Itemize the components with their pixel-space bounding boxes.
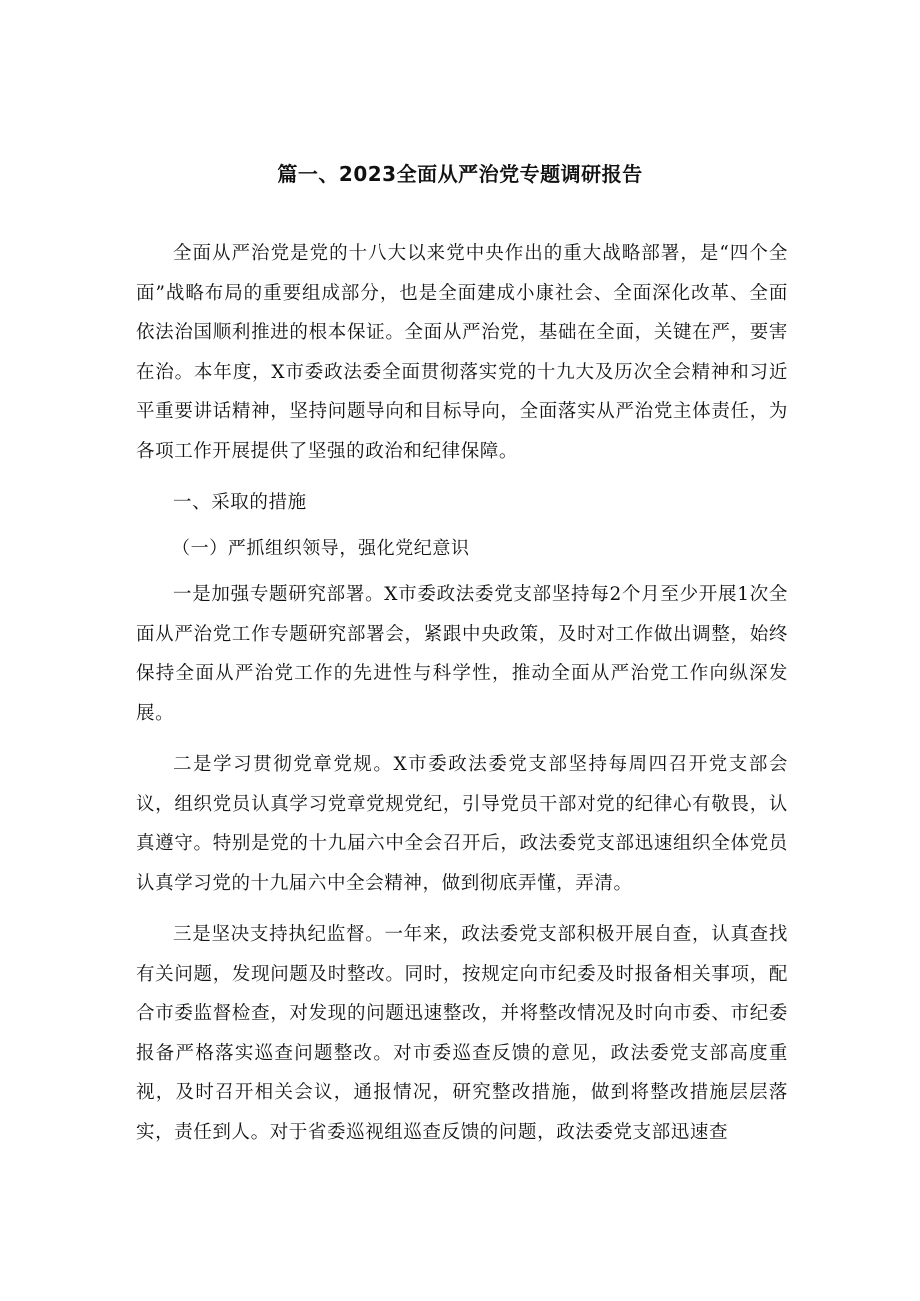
subsection-heading-organization: （一）严抓组织领导，强化党纪意识 (172, 538, 470, 559)
section-heading-measures: 一、采取的措施 (173, 492, 307, 513)
paragraph-study-party-rules: 二是学习贯彻党章党规。X市委政法委党支部坚持每周四召开党支部会议，组织党员认真学习党章党规党纪，引导党员干部对党的纪律心有敬畏，认真遵守。特别是党的十九届六中全会召开后，政法委党支部迅速组织全体党员认真学习党的十九届六中全会精神，做到彻底弄懂，弄清。 (136, 754, 788, 894)
document-body (136, 234, 788, 1152)
paragraph-support-supervision: 三是坚决支持执纪监督。一年来，政法委党支部积极开展自查，认真查找有关问题，发现问题及时整改。同时，按规定向市纪委及时报备相关事项，配合市委监督检查，对发现的问题迅速整改，并将整改情况及时向市委、市纪委报备严格落实巡查问题整改。对市委巡查反馈的意见，政法委党支部高度重视，及时召开相关会议，通报情况，研究整改措施，做到将整改措施层层落实，责任到人。对于省委巡视组巡查反馈的问题，政法委党支部迅速查 (136, 924, 788, 1143)
paragraph-research-deployment: 一是加强专题研究部署。X市委政法委党支部坚持每2个月至少开展1次全面从严治党工作专题研究部署会，紧跟中央政策，及时对工作做出调整，始终保持全面从严治党工作的先进性与科学性，推动全面从严治党工作向纵深发展。 (136, 584, 788, 724)
intro-paragraph: 全面从严治党是党的十八大以来党中央作出的重大战略部署，是“四个全面”战略布局的重要组成部分，也是全面建成小康社会、全面深化改革、全面依法治国顺利推进的根本保证。全面从严治党，基础在全面，关键在严，要害在治。本年度，X市委政法委全面贯彻落实党的十九大及历次全会精神和习近平重要讲话精神，坚持问题导向和目标导向，全面落实从严治党主体责任，为各项工作开展提供了坚强的政治和纪律保障。 (136, 243, 788, 462)
document-title: 篇一、2023全面从严治党专题调研报告 (277, 162, 643, 186)
